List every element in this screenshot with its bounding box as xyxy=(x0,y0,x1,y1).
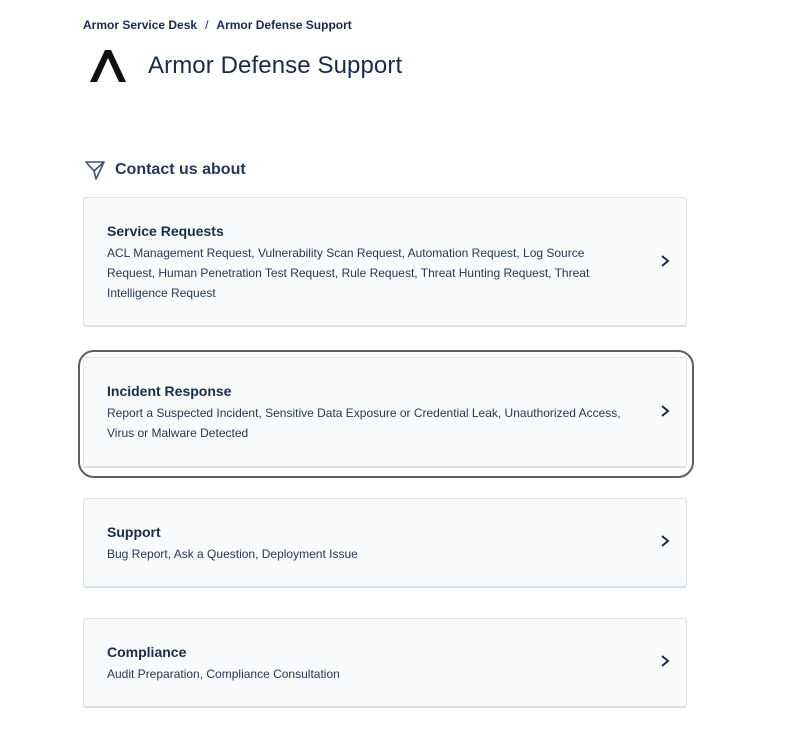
chevron-right-icon xyxy=(660,534,670,548)
card-title: Support xyxy=(107,524,161,540)
page-header xyxy=(90,50,402,82)
card-description: Report a Suspected Incident, Sensitive Data Exposure or Credential Leak, Unauthorized Access, Virus or Malware Detected xyxy=(107,406,621,440)
request-type-card-compliance[interactable] xyxy=(83,618,687,708)
armor-logo-icon xyxy=(90,50,126,82)
section-title: Contact us about xyxy=(115,161,246,178)
request-type-card-service-requests[interactable] xyxy=(83,197,687,327)
request-type-card-support[interactable] xyxy=(83,498,687,588)
send-icon xyxy=(84,159,106,181)
card-title: Service Requests xyxy=(107,223,224,239)
page-title: Armor Defense Support xyxy=(148,52,403,79)
breadcrumb xyxy=(83,18,352,32)
card-description: ACL Management Request, Vulnerability Scan Request, Automation Request, Log Source Request, Human Penetration Test Request, Rule Request, Threat Hunting Request, Threat Intelligence Request xyxy=(107,246,590,300)
card-description: Audit Preparation, Compliance Consultation xyxy=(107,667,340,681)
focus-ring xyxy=(78,350,694,478)
card-description: Bug Report, Ask a Question, Deployment Issue xyxy=(107,547,358,561)
contact-section-header xyxy=(84,159,246,181)
chevron-right-icon xyxy=(660,654,670,668)
card-title: Incident Response xyxy=(107,383,232,399)
card-title: Compliance xyxy=(107,644,187,660)
breadcrumb-separator: / xyxy=(205,18,209,32)
breadcrumb-link-defense-support[interactable]: Armor Defense Support xyxy=(216,18,352,32)
chevron-right-icon xyxy=(660,254,670,268)
breadcrumb-link-service-desk[interactable]: Armor Service Desk xyxy=(83,18,198,32)
